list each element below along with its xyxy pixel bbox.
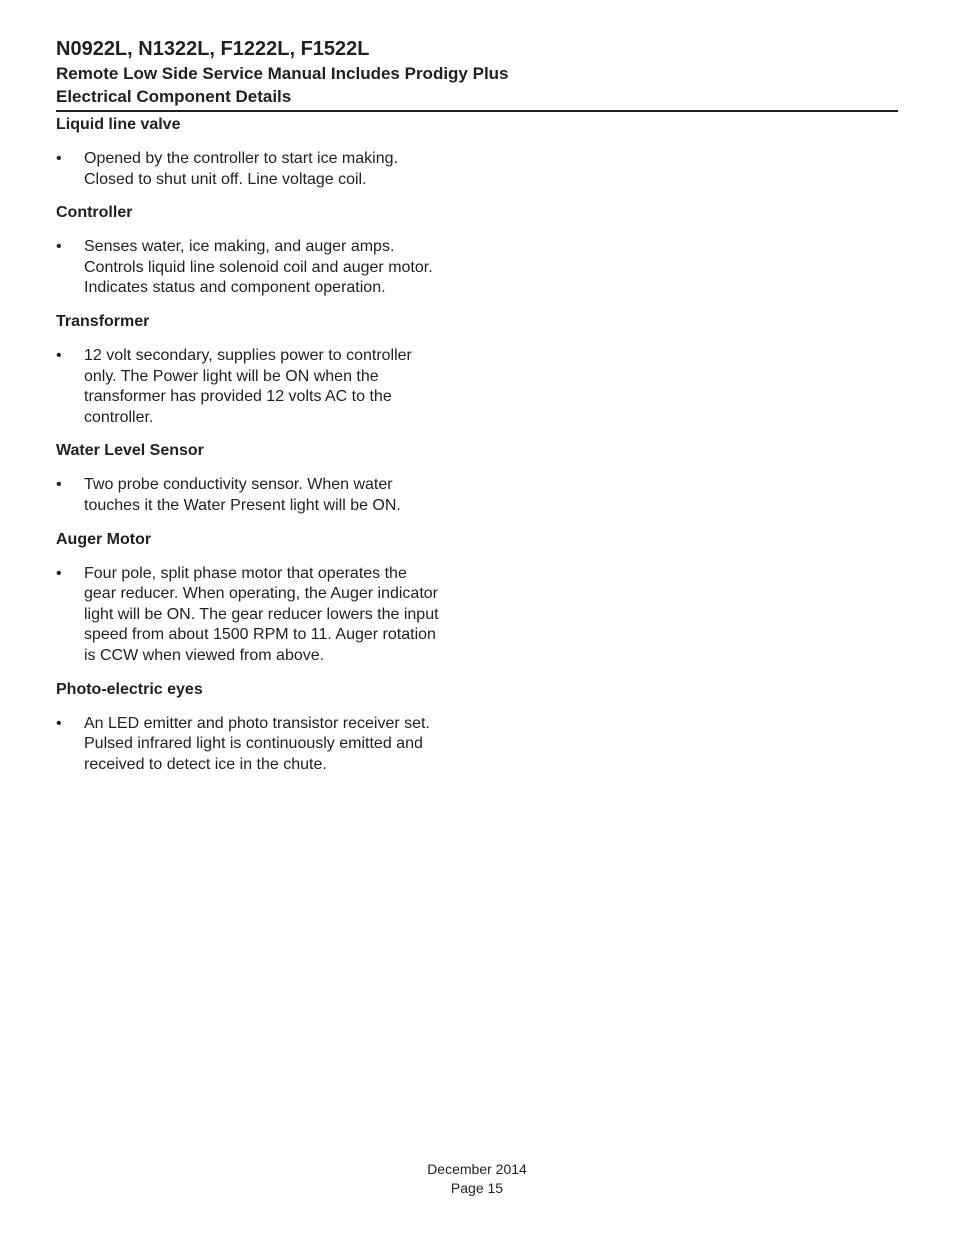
bullet-line: controller. xyxy=(84,408,154,426)
bullet-line: Indicates status and component operation. xyxy=(84,279,386,297)
bullet-marker: • xyxy=(56,346,62,364)
bullet-item xyxy=(56,564,476,667)
bullet-line: Two probe conductivity sensor. When water xyxy=(84,476,393,494)
footer-date: December 2014 xyxy=(427,1161,527,1177)
document-subtitle: Remote Low Side Service Manual Includes Prodigy Plus xyxy=(56,64,509,83)
bullet-item xyxy=(56,237,476,299)
bullet-line: 12 volt secondary, supplies power to controller xyxy=(84,346,412,364)
document-title: N0922L, N1322L, F1222L, F1522L xyxy=(56,38,370,60)
component-details xyxy=(56,115,476,788)
bullet-line: received to detect ice in the chute. xyxy=(84,755,327,773)
bullet-item xyxy=(56,346,476,428)
bullet-marker: • xyxy=(56,150,62,167)
bullet-line: gear reducer. When operating, the Auger indicator xyxy=(84,585,438,603)
bullet-line: is CCW when viewed from above. xyxy=(84,646,325,664)
header-divider xyxy=(56,110,898,112)
section-auger-motor xyxy=(56,530,476,667)
bullet-line: transformer has provided 12 volts AC to the xyxy=(84,388,392,406)
section-transformer xyxy=(56,312,476,428)
section-controller xyxy=(56,203,476,299)
section-water-level-sensor xyxy=(56,441,476,516)
bullet-item xyxy=(56,149,476,190)
bullet-line: Closed to shut unit off. Line voltage coil. xyxy=(84,170,367,188)
bullet-line: light will be ON. The gear reducer lowers the input xyxy=(84,605,439,623)
bullet-marker: • xyxy=(56,714,62,732)
bullet-line: only. The Power light will be ON when the xyxy=(84,367,379,385)
section-heading: Photo-electric eyes xyxy=(56,680,203,698)
bullet-line: speed from about 1500 RPM to 11. Auger rotation xyxy=(84,626,436,644)
section-heading: Water Level Sensor xyxy=(56,442,204,460)
section-photo-electric-eyes xyxy=(56,680,476,776)
bullet-item xyxy=(56,475,476,516)
bullet-marker: • xyxy=(56,564,62,582)
section-liquid-line-valve xyxy=(56,115,476,190)
bullet-item xyxy=(56,714,476,776)
section-title: Electrical Component Details xyxy=(56,87,292,106)
bullet-line: Pulsed infrared light is continuously emitted and xyxy=(84,735,423,753)
section-heading: Transformer xyxy=(56,312,150,330)
bullet-line: An LED emitter and photo transistor receiver set. xyxy=(84,714,430,732)
page-number: Page 15 xyxy=(450,1180,504,1196)
section-heading: Controller xyxy=(56,204,133,222)
bullet-marker: • xyxy=(56,238,62,256)
bullet-line: Senses water, ice making, and auger amps. xyxy=(84,238,395,256)
page-header xyxy=(56,36,898,108)
bullet-line: touches it the Water Present light will be ON. xyxy=(84,496,401,514)
bullet-line: Controls liquid line solenoid coil and auger motor. xyxy=(84,258,433,276)
bullet-marker: • xyxy=(56,476,62,494)
bullet-line: Opened by the controller to start ice making. xyxy=(84,150,398,167)
page-footer xyxy=(0,1160,954,1198)
bullet-line: Four pole, split phase motor that operates the xyxy=(84,564,407,582)
section-heading: Liquid line valve xyxy=(56,116,181,133)
section-heading: Auger Motor xyxy=(56,530,152,548)
